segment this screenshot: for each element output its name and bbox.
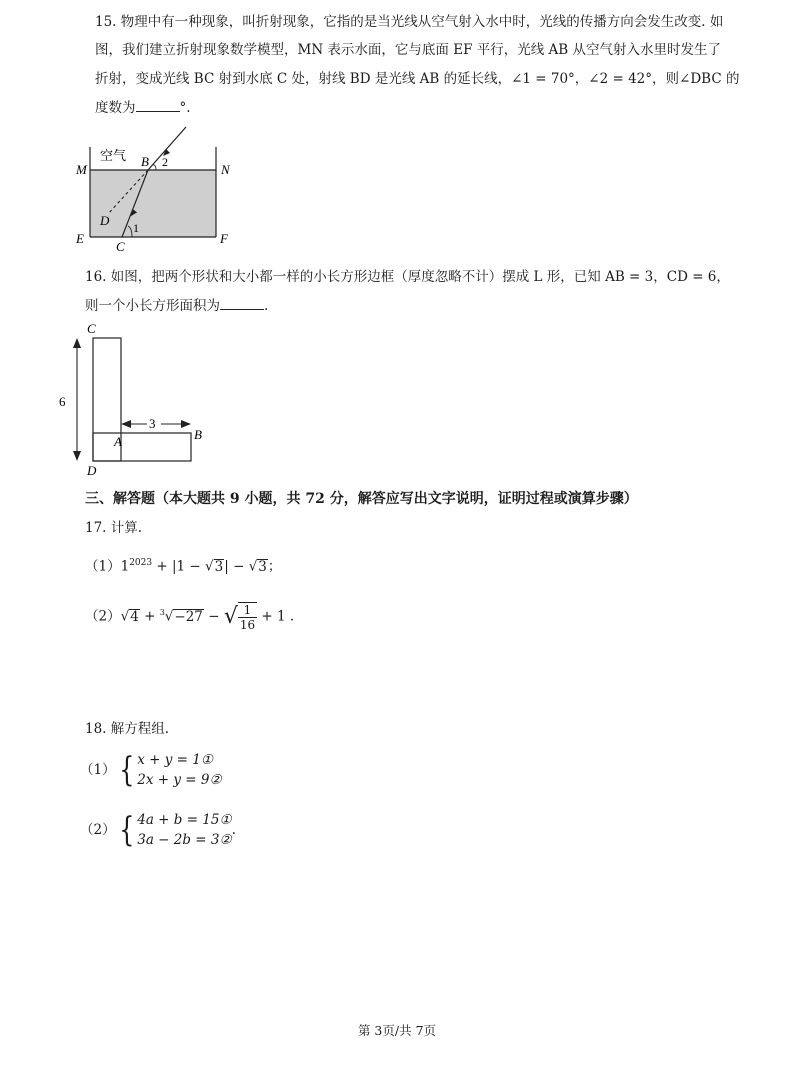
q15-line4-text: 度数为 (95, 100, 136, 116)
brace-icon: { (118, 810, 134, 850)
part-label: （1） (85, 558, 121, 575)
base: 1 (120, 558, 130, 575)
period: . (231, 822, 236, 838)
brace-icon: { (118, 750, 134, 790)
equation-1: 4a + b = 15① (137, 812, 232, 828)
expr-e: + 1 . (257, 608, 295, 625)
label-6: 6 (59, 394, 66, 409)
arrow-up (73, 338, 81, 348)
arrow-left (121, 420, 131, 428)
q17-part1: $(1)1^{2023} + |1 - √3| - √3$； (85, 558, 282, 575)
label-e: E (76, 231, 84, 246)
q15-line4 (95, 97, 191, 119)
part-label: （2） (85, 608, 121, 625)
label-air: 空气 (100, 148, 127, 163)
q18-title: 18. 解方程组. (85, 721, 170, 737)
q18-part1 (80, 750, 222, 790)
q16-line1: 16. 如图，把两个形状和大小都一样的小长方形边框（厚度忽略不计）摆成 L 形，已知 AB = 3，CD = 6， (85, 269, 730, 285)
expr-c: | − (224, 558, 249, 575)
horizontal-rectangle (93, 433, 191, 461)
label-a: A (114, 434, 122, 449)
q16-line2 (85, 295, 268, 317)
equation-2: 2x + y = 9② (137, 772, 222, 788)
equation-1: x + y = 1① (137, 752, 213, 768)
q16-line2-text: 则一个小长方形面积为 (85, 298, 220, 314)
q18-part2 (80, 810, 236, 850)
page-number: 第 3页/共 7页 (357, 1023, 437, 1038)
label-2: 2 (162, 155, 168, 169)
numerator: 1 (238, 603, 257, 618)
equation-system (137, 750, 221, 790)
cube-root-index: 3 (159, 608, 165, 617)
fraction (238, 602, 257, 632)
minus: − (203, 608, 224, 625)
cbrt-neg27: −27 (174, 608, 203, 625)
label-c: C (87, 321, 96, 336)
q15-line2: 图，我们建立折射现象数学模型，MN 表示水面，它与底面 EF 平行，光线 AB 从空气射入水里时发生了 (95, 42, 721, 58)
section-3-title: 三、解答题（本大题共 9 小题，共 72 分，解答应写出文字说明，证明过程或演算步骤） (85, 491, 638, 507)
sqrt-3: 3 (214, 558, 224, 575)
label-d: D (100, 213, 110, 228)
equation-2: 3a − 2b = 3② (137, 832, 232, 848)
sqrt-3b: 3 (258, 558, 267, 575)
label-3: 3 (149, 416, 156, 431)
arrow-right (181, 420, 191, 428)
q15-refraction-figure (70, 122, 250, 254)
q15-line4-end: °. (179, 100, 191, 116)
expr-e: ； (267, 558, 282, 575)
q15-line1: 15. 物理中有一种现象，叫折射现象，它指的是当光线从空气射入水中时，光线的传播方向会发生改变. 如 (95, 14, 724, 30)
label-n: N (221, 162, 230, 177)
q15-line3: 折射，变成光线 BC 射到水底 C 处，射线 BD 是光线 AB 的延长线，∠1 = 70°，∠2 = 42°，则∠DBC 的 (95, 71, 740, 87)
label-1: 1 (133, 221, 139, 235)
part-label: （2） (80, 822, 116, 838)
q16-line2-end: . (264, 298, 269, 314)
expr-a: + |1 − (152, 558, 206, 575)
label-c: C (116, 239, 125, 254)
plus: + (139, 608, 160, 625)
part-label: （1） (80, 762, 116, 778)
label-m: M (76, 162, 87, 177)
q17-title: 17. 计算. (85, 520, 143, 536)
answer-blank (136, 99, 180, 112)
label-d: D (87, 463, 97, 478)
arrow-down (73, 451, 81, 461)
denominator: 16 (239, 618, 256, 632)
label-b: B (141, 154, 149, 169)
q17-part2: （2）√4 + $^3$√−27 − √ $\frac{1}{16}$ + 1 . (85, 603, 295, 632)
exponent: 2023 (129, 558, 153, 568)
answer-blank (220, 297, 264, 310)
q16-l-shape-figure (55, 318, 220, 478)
equation-system (137, 810, 231, 850)
label-f: F (220, 231, 228, 246)
label-b: B (194, 427, 202, 442)
sqrt-4: 4 (130, 608, 139, 625)
